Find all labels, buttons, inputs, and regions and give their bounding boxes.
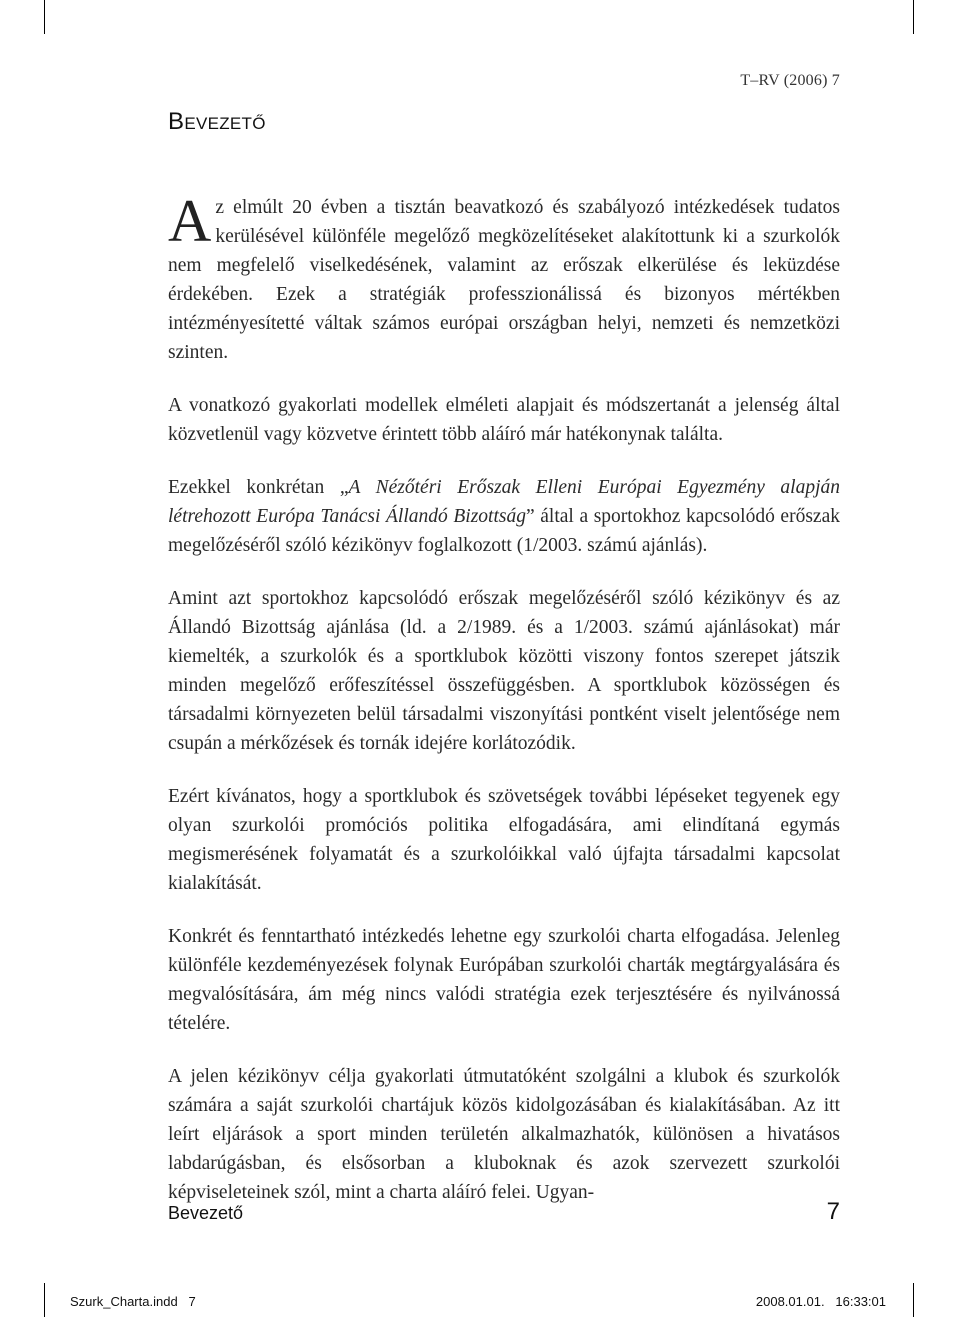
section-title-rest: EVEZETŐ (184, 114, 266, 133)
crop-mark-bottom-right (913, 1283, 914, 1317)
section-title (168, 108, 266, 136)
paragraph-7: A jelen kézikönyv célja gyakorlati útmutatóként szolgálni a klubok és szurkolók számára a saját szurkolói chartájuk közös kidolgozásában és kialakításában. Az itt leírt eljárások a sport minden területén alkalmazhatók, különösen a hivatásos labdarúgásban, és elsősorban a kluboknak és azok szervezett szurkolói képviseleteinek szól, mint a charta aláíró felei. Ugyan- (168, 1066, 840, 1203)
paragraph-3-tail: ” által a sportokhoz kapcsolódó erőszak megelőzéséről szóló kézikönyv foglalkozott (1/2003. számú ajánlás). (168, 506, 840, 556)
slug-file: Szurk_Charta.indd 7 (70, 1294, 196, 1309)
slug-timestamp: 2008.01.01. 16:33:01 (755, 1294, 886, 1309)
crop-mark-top-right (913, 0, 914, 34)
page-number: 7 (826, 1198, 840, 1225)
running-header: T–RV (2006) 7 (740, 72, 840, 89)
footer-section-name: Bevezető (168, 1203, 244, 1223)
paragraph-4: Amint azt sportokhoz kapcsolódó erőszak megelőzéséről szóló kézikönyv és az Állandó Bizottság ajánlása (ld. a 2/1989. és a 1/2003. számú ajánlásokat) már kiemelték, a szurkolók és a sportklubok közötti viszony fontos szerepet játszik minden megelőző erőfeszítéssel összefüggésben. A sportklubok közösségen és társadalmi környezeten belül társadalmi viszonyítási pontként viselt jelentősége nem csupán a mérkőzések és tornák idejére korlátozódik. (168, 588, 840, 754)
paragraph-1: Az elmúlt 20 évben a tisztán beavatkozó és szabályozó intézkedések tudatos kerülésével különféle megelőző megközelítéseket alakítottunk ki a szurkolók nem megfelelő viselkedésének, valamint az erőszak elkerülése és leküzdése érdekében. Ezek a stratégiák professzionálissá és bizonyos mértékben intézményesítetté váltak számos európai országban helyi, nemzeti és nemzetközi szinten. (168, 188, 840, 363)
committee-name: A Nézőtéri Erőszak Elleni Európai Egyezmény alapján létrehozott Európa Tanácsi Állandó Bizottság (168, 477, 841, 527)
crop-mark-top-left (44, 0, 45, 34)
section-title-initial: B (168, 108, 185, 135)
paragraph-2: A vonatkozó gyakorlati modellek elméleti alapjait és módszertanát a jelenség által közvetlenül vagy közvetve érintett több aláíró már hatékonynak találta. (168, 395, 840, 445)
body-text (168, 188, 841, 1231)
crop-mark-bottom-left (44, 1283, 45, 1317)
paragraph-3-lead: Ezekkel konkrétan „ (168, 477, 349, 498)
paragraph-3 (168, 473, 840, 560)
paragraph-5: Ezért kívánatos, hogy a sportklubok és szövetségek további lépéseket tegyenek egy olyan szurkolói promóciós politika elfogadására, ami elindítaná egymás megismerésének folyamatát és a szurkolóikkal való újfajta társadalmi kapcsolat kialakítását. (168, 786, 840, 894)
paragraph-6: Konkrét és fenntartható intézkedés lehetne egy szurkolói charta elfogadása. Jelenleg különféle kezdeményezések folynak Európában szurkolói charták megtárgyalására és megvalósítására, ám még nincs valódi stratégia ezek terjesztésére és nyilvánossá tételére. (168, 926, 840, 1034)
